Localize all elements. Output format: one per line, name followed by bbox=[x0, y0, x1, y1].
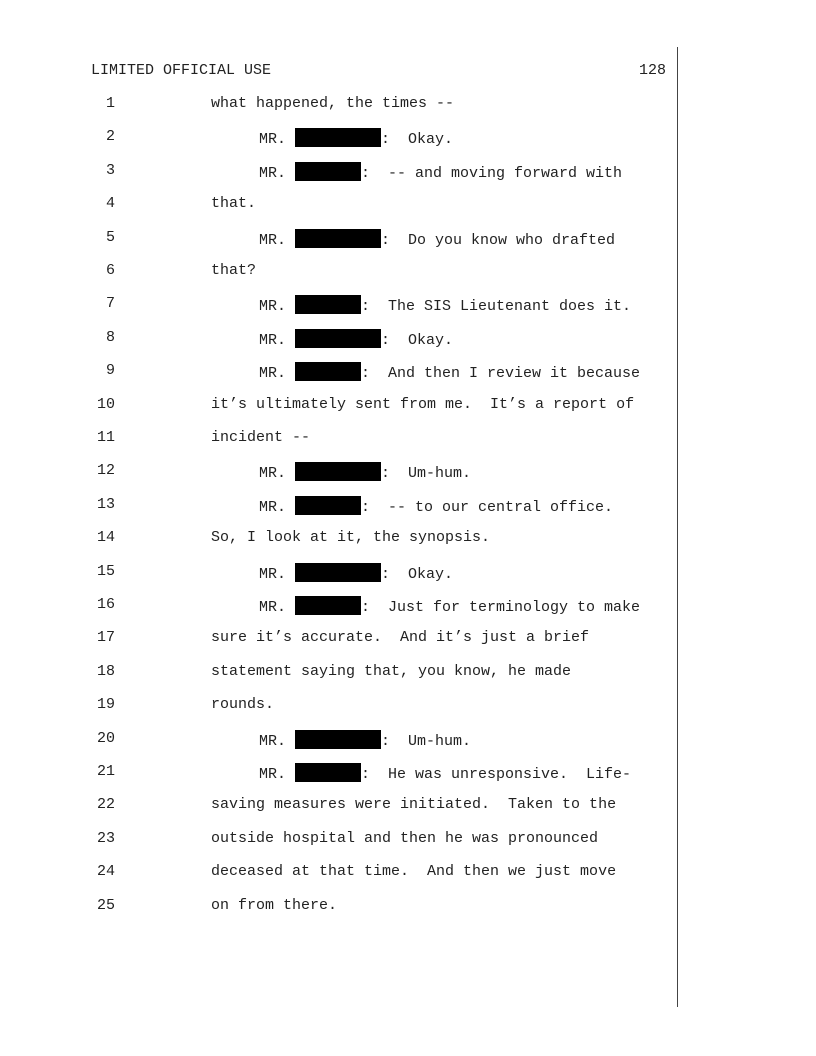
transcript-line bbox=[0, 796, 676, 816]
line-segment: MR. bbox=[259, 232, 296, 249]
transcript-line bbox=[0, 128, 676, 148]
line-number: 23 bbox=[96, 830, 115, 847]
line-segment: statement saying that, you know, he made bbox=[211, 663, 572, 680]
line-number: 19 bbox=[96, 696, 115, 713]
line-segment: on from there. bbox=[211, 897, 338, 914]
line-segment: : Okay. bbox=[381, 131, 454, 148]
line-number: 7 bbox=[105, 295, 115, 312]
line-segment: MR. bbox=[259, 566, 296, 583]
line-segment: that? bbox=[211, 262, 257, 279]
transcript-line bbox=[0, 863, 676, 883]
line-text bbox=[259, 128, 453, 148]
line-number: 9 bbox=[105, 362, 115, 379]
redaction-box bbox=[295, 329, 381, 348]
line-number: 13 bbox=[96, 496, 115, 513]
transcript-line bbox=[0, 396, 676, 416]
line-segment: MR. bbox=[259, 766, 296, 783]
line-number: 17 bbox=[96, 629, 115, 646]
line-segment: what happened, the times -- bbox=[211, 95, 455, 112]
line-number: 4 bbox=[105, 195, 115, 212]
line-number: 22 bbox=[96, 796, 115, 813]
line-segment: MR. bbox=[259, 332, 296, 349]
line-text bbox=[259, 563, 453, 583]
line-text bbox=[211, 663, 571, 680]
classification-marking: LIMITED OFFICIAL USE bbox=[91, 62, 272, 79]
transcript-line bbox=[0, 462, 676, 482]
line-segment: MR. bbox=[259, 131, 296, 148]
line-segment: : Just for terminology to make bbox=[361, 599, 641, 616]
redaction-box bbox=[295, 596, 361, 615]
line-text bbox=[259, 730, 471, 750]
line-number: 14 bbox=[96, 529, 115, 546]
transcript-line bbox=[0, 897, 676, 917]
transcript-line bbox=[0, 95, 676, 115]
line-segment: MR. bbox=[259, 365, 296, 382]
transcript-line bbox=[0, 362, 676, 382]
line-segment: : -- to our central office. bbox=[361, 499, 614, 516]
line-text bbox=[211, 796, 616, 813]
transcript-line bbox=[0, 262, 676, 282]
line-segment: : -- and moving forward with bbox=[361, 165, 623, 182]
line-text bbox=[259, 763, 631, 783]
line-segment: : Okay. bbox=[381, 332, 454, 349]
transcript-line bbox=[0, 730, 676, 750]
transcript-line bbox=[0, 629, 676, 649]
line-segment: incident -- bbox=[211, 429, 311, 446]
line-segment: rounds. bbox=[211, 696, 275, 713]
line-number: 16 bbox=[96, 596, 115, 613]
line-segment: it’s ultimately sent from me. It’s a report of bbox=[211, 396, 635, 413]
line-segment: MR. bbox=[259, 733, 296, 750]
line-segment: : Um-hum. bbox=[381, 465, 472, 482]
line-segment: saving measures were initiated. Taken to the bbox=[211, 796, 617, 813]
transcript-line bbox=[0, 529, 676, 549]
line-text bbox=[211, 529, 490, 546]
line-number: 8 bbox=[105, 329, 115, 346]
line-text bbox=[259, 596, 640, 616]
redaction-box bbox=[295, 462, 381, 481]
line-text bbox=[259, 295, 631, 315]
line-text bbox=[259, 329, 453, 349]
transcript-line bbox=[0, 329, 676, 349]
line-number: 2 bbox=[105, 128, 115, 145]
line-segment: outside hospital and then he was pronounced bbox=[211, 830, 599, 847]
transcript-line bbox=[0, 763, 676, 783]
line-segment: MR. bbox=[259, 298, 296, 315]
line-segment: : Um-hum. bbox=[381, 733, 472, 750]
line-text bbox=[259, 362, 640, 382]
line-number: 12 bbox=[96, 462, 115, 479]
transcript-line bbox=[0, 229, 676, 249]
line-text bbox=[259, 462, 471, 482]
line-segment: that. bbox=[211, 195, 257, 212]
redaction-box bbox=[295, 162, 361, 181]
line-number: 1 bbox=[105, 95, 115, 112]
line-text bbox=[211, 696, 274, 713]
line-number: 10 bbox=[96, 396, 115, 413]
line-text bbox=[211, 95, 454, 112]
line-segment: : The SIS Lieutenant does it. bbox=[361, 298, 632, 315]
redaction-box bbox=[295, 496, 361, 515]
line-number: 25 bbox=[96, 897, 115, 914]
transcript-line bbox=[0, 663, 676, 683]
line-number: 20 bbox=[96, 730, 115, 747]
line-segment: : And then I review it because bbox=[361, 365, 641, 382]
transcript-line bbox=[0, 195, 676, 215]
transcript-line bbox=[0, 162, 676, 182]
transcript-line bbox=[0, 830, 676, 850]
line-text bbox=[211, 863, 616, 880]
line-segment: MR. bbox=[259, 165, 296, 182]
redaction-box bbox=[295, 563, 381, 582]
line-text bbox=[259, 496, 613, 516]
line-number: 11 bbox=[96, 429, 115, 446]
line-segment: : He was unresponsive. Life- bbox=[361, 766, 632, 783]
line-segment: : Do you know who drafted bbox=[381, 232, 616, 249]
redaction-box bbox=[295, 362, 361, 381]
transcript-line bbox=[0, 496, 676, 516]
line-segment: So, I look at it, the synopsis. bbox=[211, 529, 491, 546]
line-number: 5 bbox=[105, 229, 115, 246]
redaction-box bbox=[295, 128, 381, 147]
line-text bbox=[211, 629, 589, 646]
line-number: 15 bbox=[96, 563, 115, 580]
line-segment: MR. bbox=[259, 499, 296, 516]
line-text bbox=[211, 897, 337, 914]
line-segment: MR. bbox=[259, 599, 296, 616]
transcript-line bbox=[0, 596, 676, 616]
line-number: 24 bbox=[96, 863, 115, 880]
line-number: 21 bbox=[96, 763, 115, 780]
line-text bbox=[211, 429, 310, 446]
line-segment: : Okay. bbox=[381, 566, 454, 583]
line-segment: deceased at that time. And then we just move bbox=[211, 863, 617, 880]
right-margin-rule bbox=[677, 47, 678, 1007]
line-number: 18 bbox=[96, 663, 115, 680]
line-number: 3 bbox=[105, 162, 115, 179]
redaction-box bbox=[295, 730, 381, 749]
page-number: 128 bbox=[638, 62, 666, 79]
line-segment: sure it’s accurate. And it’s just a brief bbox=[211, 629, 590, 646]
line-number: 6 bbox=[105, 262, 115, 279]
transcript-line bbox=[0, 563, 676, 583]
line-text bbox=[259, 229, 615, 249]
line-text bbox=[211, 262, 256, 279]
line-text bbox=[211, 195, 256, 212]
transcript-line bbox=[0, 696, 676, 716]
transcript-line bbox=[0, 429, 676, 449]
line-segment: MR. bbox=[259, 465, 296, 482]
redaction-box bbox=[295, 229, 381, 248]
line-text bbox=[211, 396, 634, 413]
redaction-box bbox=[295, 763, 361, 782]
line-text bbox=[259, 162, 622, 182]
transcript-line bbox=[0, 295, 676, 315]
redaction-box bbox=[295, 295, 361, 314]
line-text bbox=[211, 830, 598, 847]
